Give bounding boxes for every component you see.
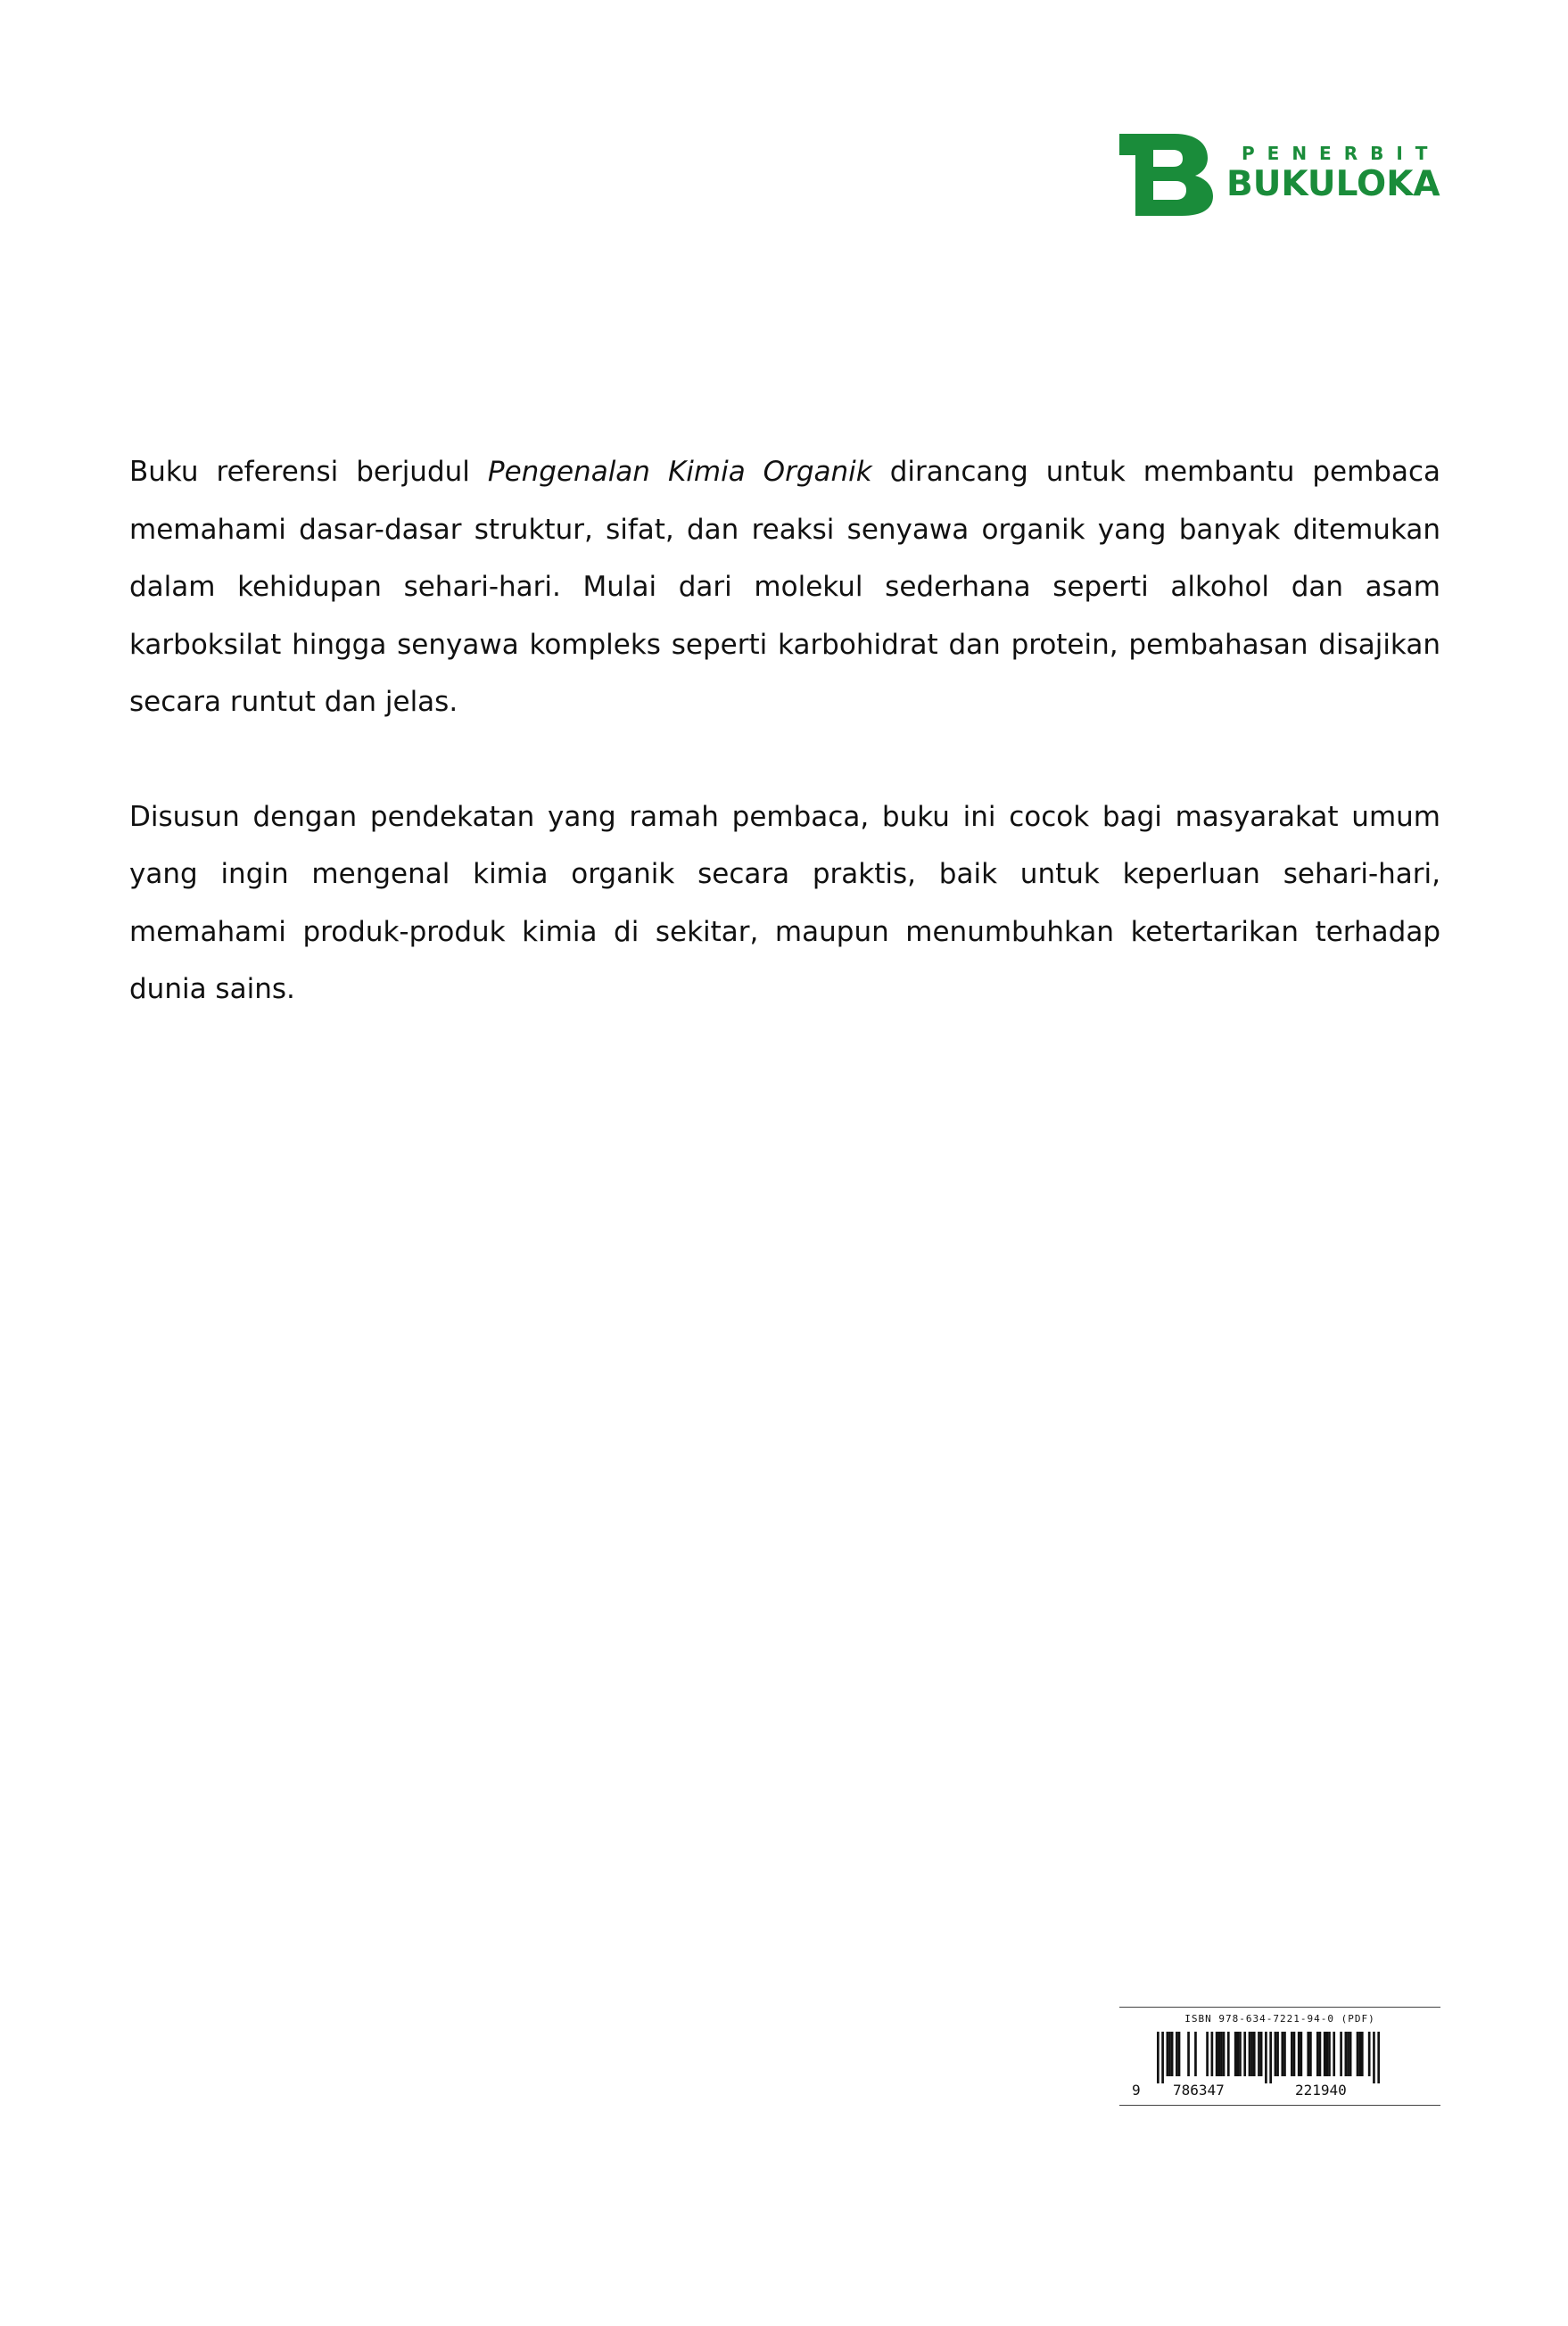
- barcode-bar: [1250, 2032, 1253, 2076]
- publisher-name: BUKULOKA: [1226, 164, 1440, 204]
- publisher-prefix: PENERBIT: [1242, 143, 1440, 164]
- barcode-bar: [1217, 2032, 1220, 2076]
- description-paragraph-2: Disusun dengan pendekatan yang ramah pembaca, buku ini cocok bagi masyarakat umum yang ingin mengenal kimia organik secara praktis, baik untuk keperluan sehari-hari, memahami produk-produk kimia di sekitar, maupun menumbuhkan ketertarikan terhadap dunia sains.: [129, 800, 1440, 1005]
- barcode-bar: [1269, 2032, 1272, 2083]
- barcode-bar: [1157, 2032, 1159, 2083]
- barcode-bar: [1316, 2032, 1319, 2076]
- barcode-bar: [1161, 2032, 1164, 2083]
- description-paragraph-1: [129, 443, 1440, 731]
- barcode-bar: [1309, 2032, 1312, 2076]
- barcode-bar: [1187, 2032, 1190, 2076]
- barcode-bar: [1236, 2032, 1239, 2076]
- barcode-bar: [1243, 2032, 1246, 2076]
- barcode-bar: [1325, 2032, 1328, 2076]
- barcode-bar: [1265, 2032, 1267, 2083]
- barcode-bar: [1211, 2032, 1214, 2076]
- barcode-bar: [1281, 2032, 1283, 2076]
- publisher-logo: [1119, 134, 1440, 223]
- barcode-bar: [1358, 2032, 1361, 2076]
- barcode-bar: [1373, 2032, 1375, 2083]
- barcode-bar: [1276, 2032, 1279, 2076]
- barcode-bar: [1216, 2032, 1218, 2076]
- barcode-bar: [1275, 2032, 1277, 2076]
- isbn-barcode-block: [1119, 2007, 1440, 2107]
- isbn-top-rule: [1119, 2007, 1440, 2008]
- barcode-bar: [1328, 2032, 1331, 2076]
- publisher-logo-mark: [1119, 134, 1213, 216]
- isbn-label: ISBN 978-634-7221-94-0 (PDF): [1184, 2013, 1375, 2025]
- barcode-bar: [1178, 2032, 1181, 2076]
- barcode-bar: [1307, 2032, 1309, 2076]
- barcode-bar: [1168, 2032, 1171, 2076]
- barcode-bar: [1253, 2032, 1256, 2076]
- book-title: Pengenalan Kimia Organik: [487, 456, 872, 488]
- barcode-bar: [1345, 2032, 1348, 2076]
- barcode-bar: [1293, 2032, 1296, 2076]
- barcode-bar: [1171, 2032, 1174, 2076]
- barcode-bar: [1176, 2032, 1178, 2076]
- book-description: [129, 443, 1440, 1019]
- barcode-bar: [1260, 2032, 1263, 2076]
- barcode-bar: [1283, 2032, 1286, 2076]
- barcode-right-digits: 221940: [1295, 2082, 1347, 2099]
- barcode-bar: [1361, 2032, 1364, 2076]
- barcode-bar: [1357, 2032, 1359, 2076]
- barcode-bar: [1319, 2032, 1322, 2076]
- paragraph-1-rest: dirancang untuk membantu pembaca memahami dasar-dasar struktur, sifat, dan reaksi senyawa organik yang banyak ditemukan dalam kehidupan sehari-hari. Mulai dari molekul sederhana seperti alkohol dan asam karboksilat hingga senyawa kompleks seperti karbohidrat dan protein, pembahasan disajikan secara runtut dan jelas.: [129, 456, 1441, 718]
- barcode-bar: [1298, 2032, 1300, 2076]
- barcode-bar: [1368, 2032, 1371, 2076]
- barcode-bar: [1239, 2032, 1242, 2076]
- barcode-bar: [1223, 2032, 1226, 2076]
- barcode: [1157, 2032, 1380, 2083]
- barcode-bar: [1194, 2032, 1197, 2076]
- barcode-bar: [1324, 2032, 1326, 2076]
- barcode-bar: [1258, 2032, 1260, 2076]
- barcode-left-digits: 786347: [1173, 2082, 1225, 2099]
- barcode-bar: [1227, 2032, 1230, 2076]
- barcode-bar: [1167, 2032, 1169, 2076]
- barcode-bar: [1291, 2032, 1293, 2076]
- barcode-bar: [1340, 2032, 1342, 2076]
- barcode-first-digit: 9: [1132, 2082, 1141, 2099]
- barcode-bar: [1300, 2032, 1303, 2076]
- paragraph-1-lead: Buku referensi berjudul: [129, 456, 488, 488]
- barcode-bar: [1249, 2032, 1251, 2076]
- barcode-bar: [1234, 2032, 1237, 2076]
- barcode-bar: [1206, 2032, 1209, 2076]
- barcode-bar: [1347, 2032, 1349, 2076]
- barcode-bar: [1349, 2032, 1352, 2076]
- barcode-bar: [1333, 2032, 1335, 2076]
- isbn-bottom-rule: [1119, 2105, 1440, 2106]
- barcode-bar: [1377, 2032, 1380, 2083]
- barcode-bar: [1220, 2032, 1223, 2076]
